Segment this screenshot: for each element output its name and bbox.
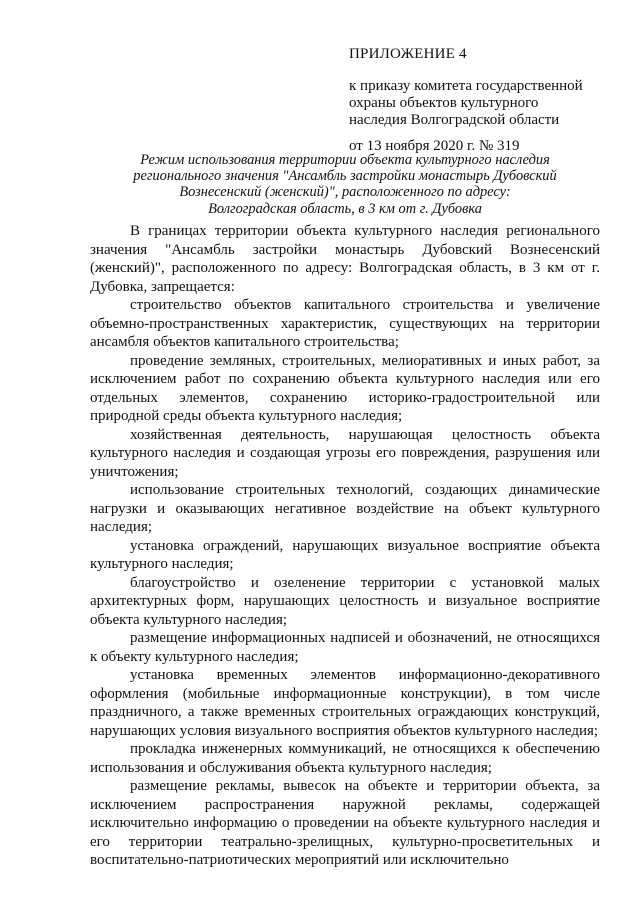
paragraph-item: хозяйственная деятельность, нарушающая целостность объекта культурного наследия и создающая угрозы его повреждения, разрушения или уничтожения; [90,426,600,480]
paragraph-item: установка временных элементов информационно-декоративного оформления (мобильные информационные конструкции), в том числе праздничного, а также временных строительных ограждающих конструкций, нарушающих условия визуального восприятия объектов культурного наследия; [90,667,600,739]
appendix-line: наследия Волгоградской области [349,112,560,128]
appendix-block [349,46,583,155]
paragraph-item: проведение земляных, строительных, мелиоративных и иных работ, за исключением работ по сохранению объекта культурного наследия или его отдельных элементов, сохранению историко-градостроительной или природной среды объекта культурного наследия; [90,352,600,424]
document-heading [90,152,600,217]
paragraph-item: размещение рекламы, вывесок на объекте и территории объекта, за исключением распространения наружной рекламы, содержащей исключительно информацию о проведении на объекте культурного наследия и его территории театрально-зрелищных, культурно-просветительных и воспитательно-патриотических мероприятий или исключительно [90,778,600,868]
paragraph-item: строительство объектов капитального строительства и увеличение объемно-пространственных характеристик, существующих на территории ансамбля объектов капитального строительства; [90,297,600,350]
paragraph-item: установка ограждений, нарушающих визуальное восприятие объекта культурного наследия; [90,537,600,572]
appendix-line: к приказу комитета государственной [349,78,583,94]
heading-line: Режим использования территории объекта культурного наследия [140,152,550,168]
heading-line: Волгоградская область, в 3 км от г. Дубовка [208,200,482,217]
paragraph-item: благоустройство и озеленение территории с установкой малых архитектурных форм, нарушающих целостность и визуальное восприятие объекта культурного наследия; [90,574,600,628]
paragraph-item: прокладка инженерных коммуникаций, не относящихся к обеспечению использования и обслуживания объекта культурного наследия; [90,741,600,776]
document-body [90,222,600,870]
heading-line: Вознесенский (женский)", расположенного по адресу: [179,184,511,201]
order-date: от 13 ноября 2020 г. № 319 [349,138,520,154]
heading-line: регионального значения "Ансамбль застройки монастырь Дубовский [133,168,557,185]
appendix-title: ПРИЛОЖЕНИЕ 4 [349,46,467,62]
paragraph-item: размещение информационных надписей и обозначений, не относящихся к объекту культурного наследия; [90,630,600,665]
appendix-line: охраны объектов культурного [349,95,539,111]
paragraph-item: использование строительных технологий, создающих динамические нагрузки и оказывающих негативное воздействие на объект культурного наследия; [90,482,600,535]
paragraph-intro: В границах территории объекта культурного наследия регионального значения "Ансамбль застройки монастырь Дубовский Вознесенский (женский)", расположенного по адресу: Волгоградская область, в 3 км от г. Дубовка, запрещается: [90,223,600,295]
